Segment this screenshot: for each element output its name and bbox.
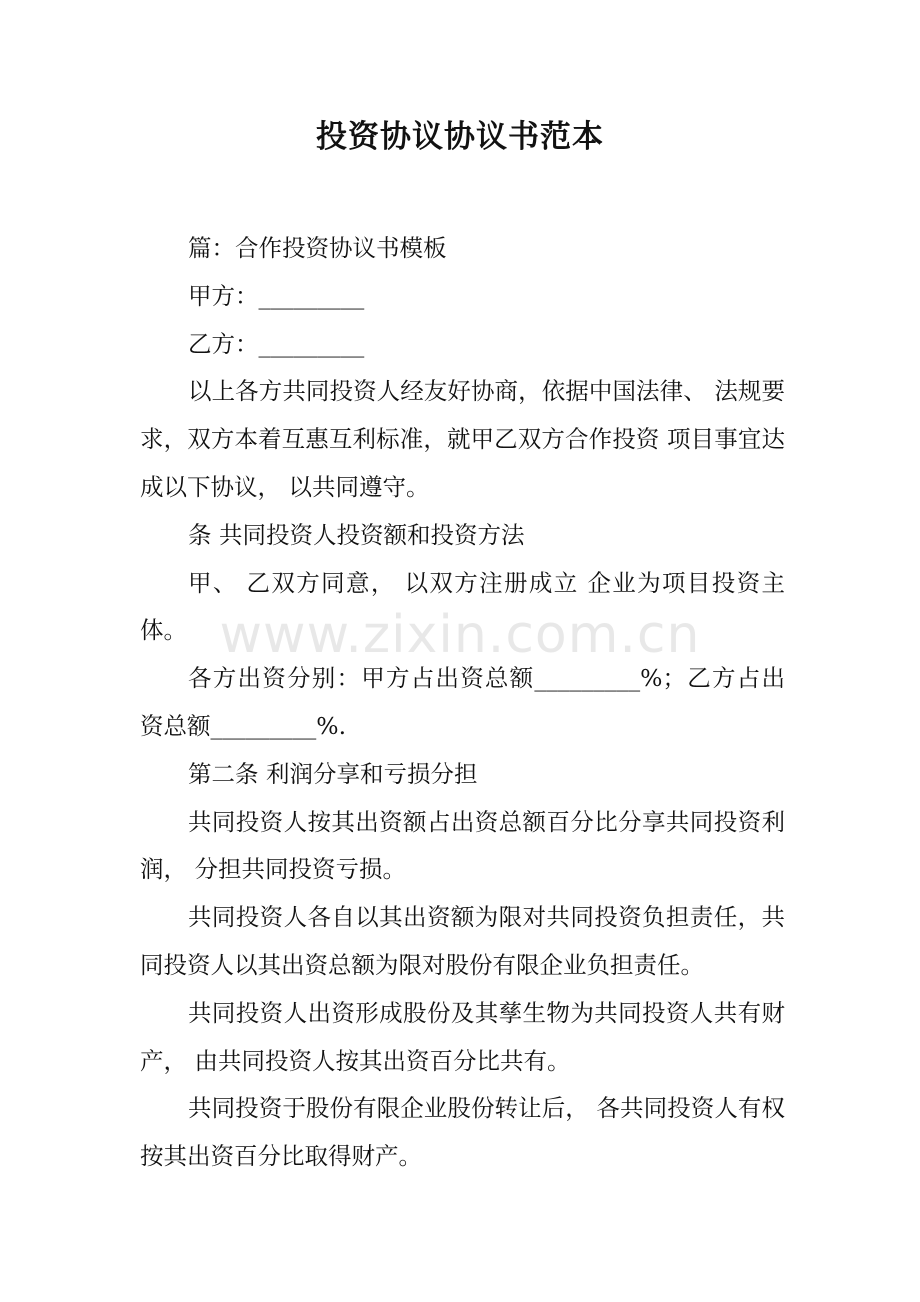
paragraph-article-1-body: 甲、 乙双方同意， 以双方注册成立 企业为项目投资主体。 bbox=[140, 568, 785, 645]
paragraph-liability: 共同投资人各自以其出资额为限对共同投资负担责任，共同投资人以其出资总额为限对股份有限企业负担责任。 bbox=[140, 903, 785, 979]
paragraph-common-property: 共同投资人出资形成股份及其孳生物为共同投资人共有财产， 由共同投资人按其出资百分比共有。 bbox=[140, 998, 785, 1075]
paragraph-preamble: 以上各方共同投资人经友好协商，依据中国法律、 法规要求，双方本着互惠互利标准，就甲乙双方合作投资 项目事宜达成以下协议， 以共同遵守。 bbox=[140, 377, 785, 501]
paragraph-profit-sharing: 共同投资人按其出资额占出资总额百分比分享共同投资利润， 分担共同投资亏损。 bbox=[140, 807, 785, 884]
paragraph-party-a: 甲方：_________ bbox=[188, 281, 365, 310]
paragraph-party-b: 乙方：_________ bbox=[188, 329, 365, 358]
paragraph-chapter: 篇：合作投资协议书模板 bbox=[188, 234, 447, 262]
paragraph-article-2-heading: 第二条 利润分享和亏损分担 bbox=[188, 759, 478, 788]
paragraph-article-1-heading: 条 共同投资人投资额和投资方法 bbox=[188, 520, 525, 549]
paragraph-share-transfer: 共同投资于股份有限企业股份转让后， 各共同投资人有权按其出资百分比取得财产。 bbox=[140, 1094, 785, 1171]
document-body bbox=[140, 225, 785, 1181]
watermark: www.zixin.com.cn bbox=[219, 605, 701, 665]
document-title: 投资协议协议书范本 bbox=[316, 119, 604, 155]
paragraph-contribution-shares: 各方出资分别：甲方占出资总额_________%；乙方占出资总额_________%. bbox=[140, 664, 785, 740]
